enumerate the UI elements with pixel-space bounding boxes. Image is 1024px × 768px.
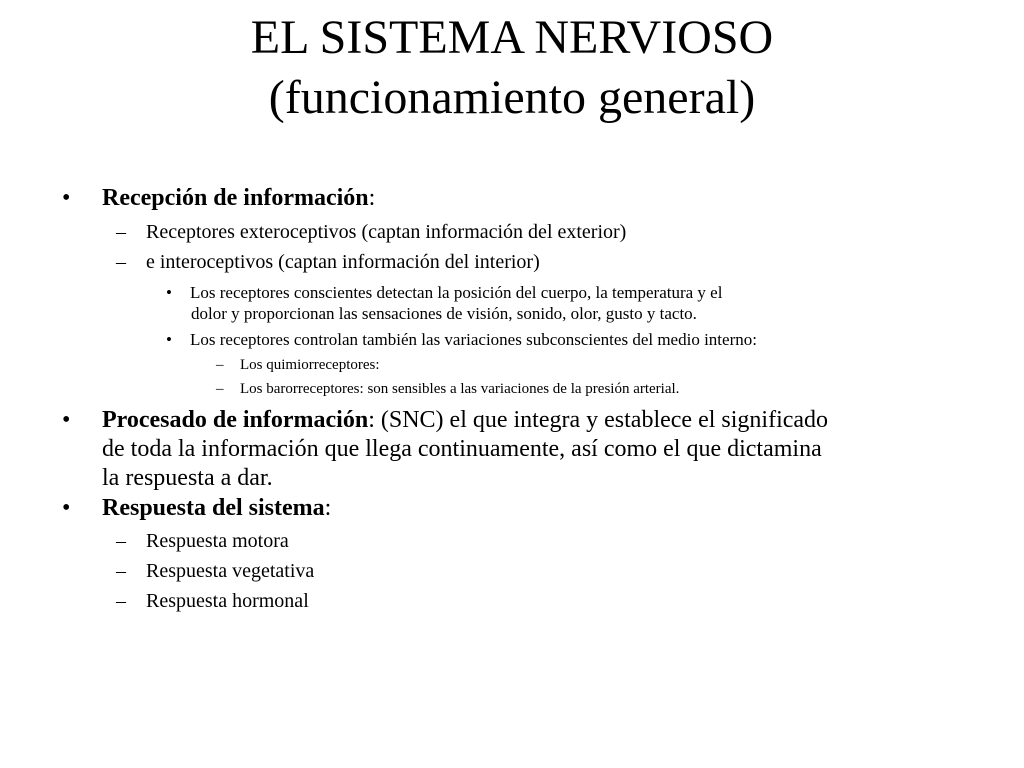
procesado-heading: Procesado de información [102,407,369,433]
bullet-glyph: • [62,495,71,521]
respuesta-suffix: : [324,495,332,521]
level4-item-text: Los barorreceptores: son sensibles a las variaciones de la presión arterial. [240,381,680,397]
title-line-2: (funcionamiento general) [268,71,756,124]
bullet-glyph: • [166,283,172,302]
sub-item-text: e interoceptivos (captan información del interior) [146,251,540,273]
bullet-glyph: • [62,185,71,211]
procesado-line-1-rest: : (SNC) el que integra y establece el significado [368,407,829,433]
bullet-text [102,494,331,523]
sub-item-text: Respuesta vegetativa [146,560,315,582]
respuesta-heading: Respuesta del sistema [102,495,325,521]
procesado-line-2: de toda la información que llega continuamente, así como el que dictamina [102,436,822,462]
title-line-1: EL SISTEMA NERVIOSO [250,11,774,64]
bullet-glyph: • [62,407,71,433]
sub-item-text: Respuesta hormonal [146,590,309,612]
recepcion-heading: Recepción de información [102,185,369,211]
recepcion-suffix: : [368,185,376,211]
dash-glyph: – [216,357,224,373]
dash-glyph: – [116,251,126,273]
dash-glyph: – [216,381,224,397]
sub-sub-item-line-2: dolor y proporcionan las sensaciones de visión, sonido, olor, gusto y tacto. [191,304,697,323]
bullet-glyph: • [166,330,172,349]
slide-title [0,8,1024,128]
dash-glyph: – [116,530,126,552]
sub-item-text: Respuesta motora [146,530,289,552]
dash-glyph: – [116,560,126,582]
sub-sub-item-line-1: Los receptores controlan también las variaciones subconscientes del medio interno: [190,330,757,349]
level4-item-text: Los quimiorreceptores: [240,357,380,373]
sub-item-text: Receptores exteroceptivos (captan información del exterior) [146,221,627,243]
sub-sub-item-line-1: Los receptores conscientes detectan la posición del cuerpo, la temperatura y el [190,283,723,302]
dash-glyph: – [116,221,126,243]
dash-glyph: – [116,590,126,612]
procesado-line-3: la respuesta a dar. [102,465,273,491]
procesado-line-1 [102,406,828,435]
bullet-text [102,184,375,213]
